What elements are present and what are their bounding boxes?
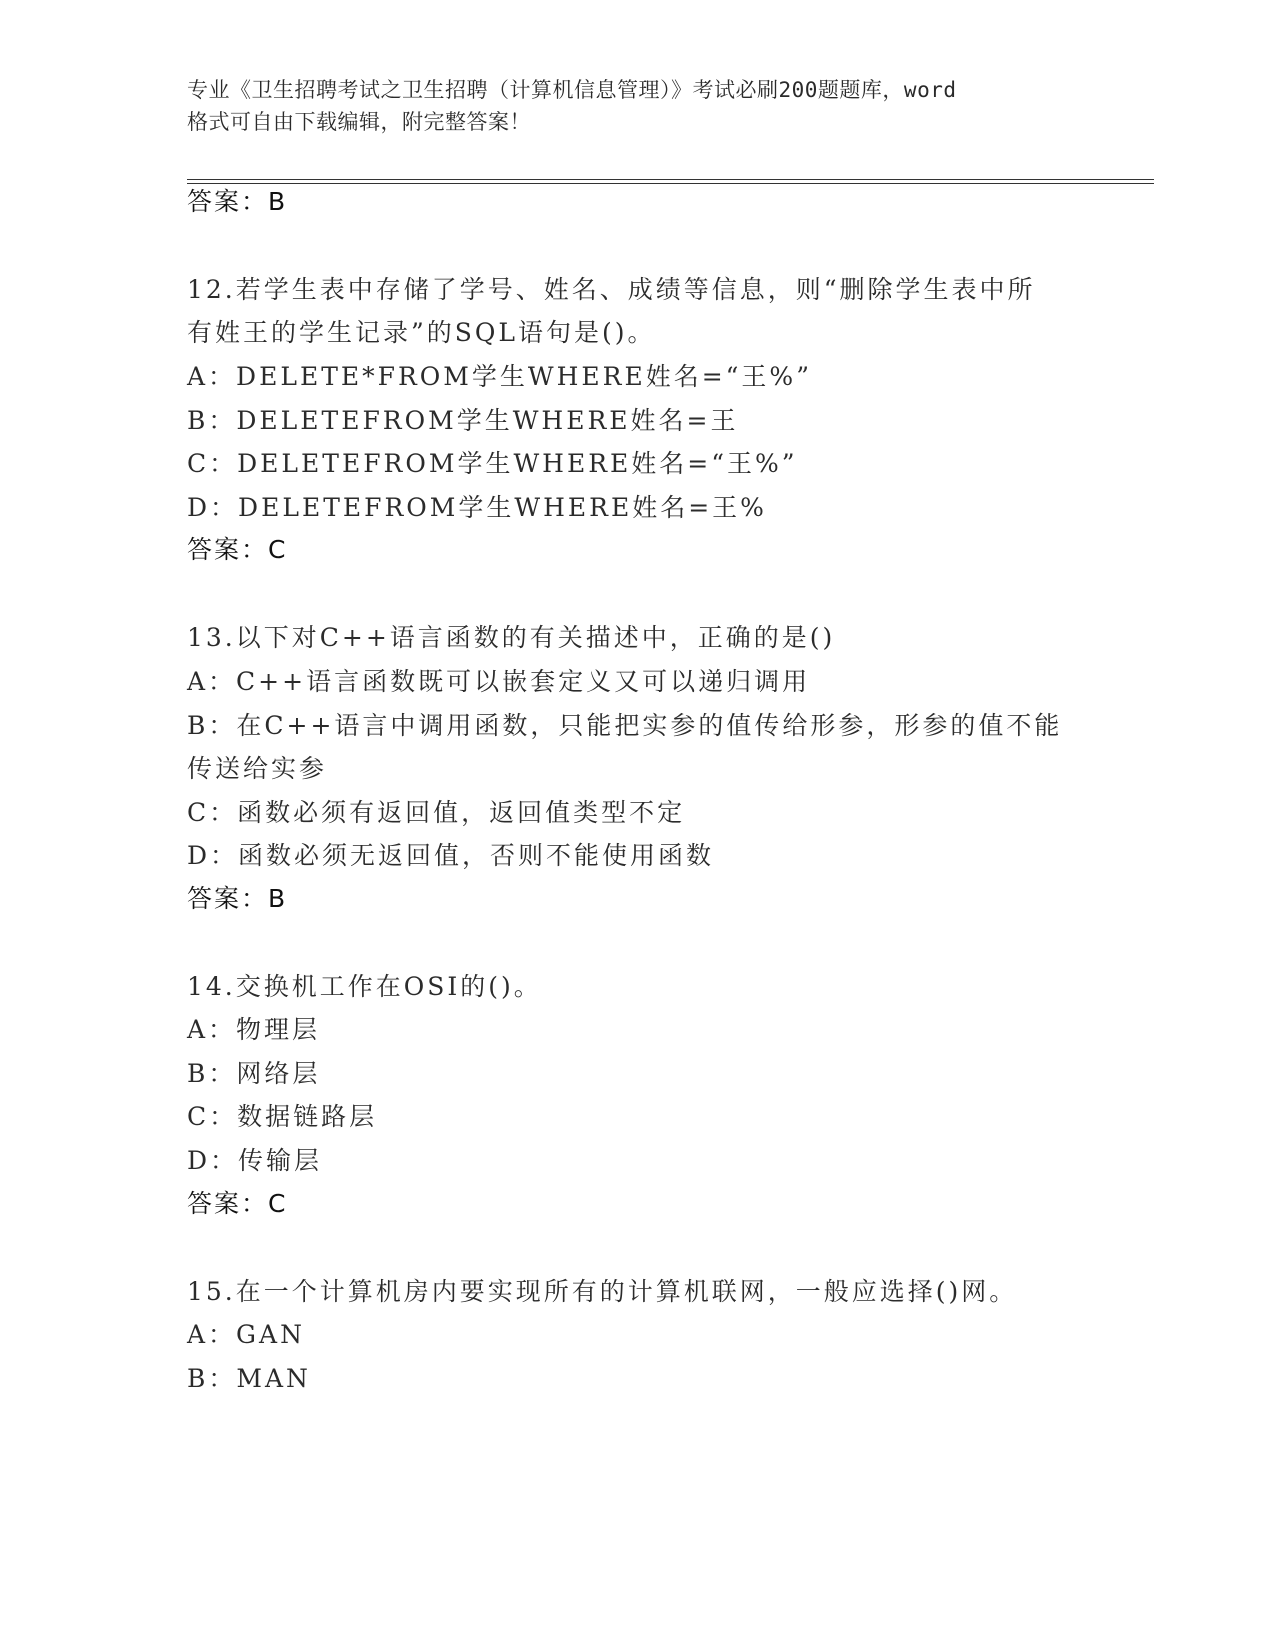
question-15-option-b: B：MAN bbox=[187, 1364, 311, 1393]
question-12-option-b: B：DELETEFROM学生WHERE姓名=王 bbox=[187, 406, 739, 435]
question-15-stem: 15.在一个计算机房内要实现所有的计算机联网，一般应选择()网。 bbox=[187, 1277, 1018, 1306]
question-12-option-d: D：DELETEFROM学生WHERE姓名=王% bbox=[187, 493, 767, 522]
header-line-1: 专业《卫生招聘考试之卫生招聘（计算机信息管理）》考试必刷200题题库，word bbox=[187, 78, 957, 102]
header-line-2: 格式可自由下载编辑，附完整答案！ bbox=[187, 110, 531, 134]
question-13-option-b: B：在C++语言中调用函数，只能把实参的值传给形参，形参的值不能 bbox=[187, 711, 1063, 740]
question-13-option-b-continued: 传送给实参 bbox=[187, 754, 328, 783]
question-13-option-d: D：函数必须无返回值，否则不能使用函数 bbox=[187, 841, 715, 870]
question-12-option-c: C：DELETEFROM学生WHERE姓名=“王%” bbox=[187, 449, 798, 478]
question-12-stem-line-2: 有姓王的学生记录”的SQL语句是()。 bbox=[187, 318, 656, 347]
question-14-answer: 答案：C bbox=[187, 1189, 288, 1218]
question-12-answer: 答案：C bbox=[187, 535, 288, 564]
question-12-stem-line-1: 12.若学生表中存储了学号、姓名、成绩等信息，则“删除学生表中所 bbox=[187, 275, 1036, 304]
question-13-option-a: A：C++语言函数既可以嵌套定义又可以递归调用 bbox=[187, 667, 811, 696]
question-12-option-a: A：DELETE*FROM学生WHERE姓名=“王%” bbox=[187, 362, 812, 391]
question-13-option-c: C：函数必须有返回值，返回值类型不定 bbox=[187, 798, 686, 827]
question-14-option-c: C：数据链路层 bbox=[187, 1102, 378, 1131]
question-14-option-a: A：物理层 bbox=[187, 1015, 321, 1044]
answer-line: 答案：B bbox=[187, 187, 288, 216]
question-14-stem: 14.交换机工作在OSI的()。 bbox=[187, 972, 542, 1001]
header-divider-top bbox=[187, 179, 1154, 180]
question-14-option-b: B：网络层 bbox=[187, 1059, 321, 1088]
question-13-stem: 13.以下对C++语言函数的有关描述中，正确的是() bbox=[187, 623, 836, 652]
document-header bbox=[187, 74, 1087, 138]
question-14-option-d: D：传输层 bbox=[187, 1146, 323, 1175]
header-divider-bottom bbox=[187, 183, 1154, 184]
question-13-answer: 答案：B bbox=[187, 884, 288, 913]
question-15-option-a: A：GAN bbox=[187, 1320, 305, 1349]
